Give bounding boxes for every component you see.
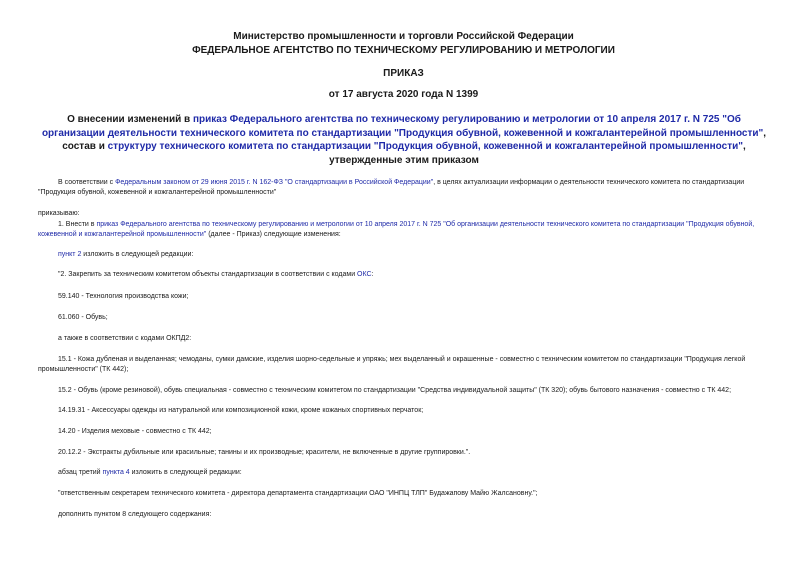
document-type: ПРИКАЗ	[383, 68, 424, 79]
paragraph-amend	[38, 220, 773, 240]
okpd2-intro: а также в соответствии с кодами ОКПД2:	[58, 335, 192, 342]
secretary-paragraph: "ответственным секретарем технического комитета - директора департамента стандартизации ОАО "ИНПЦ ТЛП" Будажапову Майю Жалсановну.";	[58, 490, 538, 497]
ministry-name: Министерство промышленности и торговли Российской Федерации	[233, 31, 574, 42]
item4-link[interactable]: пункта 4	[102, 469, 130, 476]
document-date-number: от 17 августа 2020 года N 1399	[328, 89, 479, 100]
document-title	[36, 113, 772, 167]
oks-link[interactable]: ОКС	[357, 271, 372, 278]
code-15-2: 15.2 - Обувь (кроме резиновой), обувь специальная - совместно с техническим комитетом по стандартизации "Средства индивидуальной защиты" (ТК 320); обувь бытового назначения - совместно с ТК 442;	[58, 387, 732, 394]
paragraph-amend-suffix: (далее - Приказ) следующие изменения:	[206, 231, 341, 238]
paragraph-assign-suffix: :	[371, 271, 374, 278]
paragraph-assign	[58, 270, 773, 280]
code-59-140: 59.140 - Технология производства кожи;	[58, 293, 189, 300]
order-725-link[interactable]: приказ Федерального агентства по техническому регулированию и метрологии от 10 апреля 2017 г. N 725 "Об организации деятельности технического комитета по стандартизации "Продукция обувной, кожевенной и кожгалантерейной промышленности"	[38, 221, 755, 238]
paragraph-item4-prefix: абзац третий	[58, 469, 103, 476]
paragraph-item4	[58, 468, 773, 478]
code-61-060: 61.060 - Обувь;	[58, 314, 108, 321]
paragraph-item2-suffix: изложить в следующей редакции:	[81, 251, 194, 258]
code-14-19-31: 14.19.31 - Аксессуары одежды из натуральной или композиционной кожи, кроме кожаных спортивных перчаток;	[58, 407, 424, 414]
item2-link[interactable]: пункт 2	[58, 251, 82, 258]
agency-name: ФЕДЕРАЛЬНОЕ АГЕНТСТВО ПО ТЕХНИЧЕСКОМУ РЕГУЛИРОВАНИЮ И МЕТРОЛОГИИ	[192, 45, 615, 56]
paragraph-basis	[38, 178, 773, 198]
title-middle: , состав и	[62, 127, 767, 152]
title-prefix: О внесении изменений в	[67, 114, 193, 125]
title-order-link[interactable]: приказ Федерального агентства по техническому регулированию и метрологии от 10 апреля 2017 г. N 725 "Об организации деятельности технического комитета по стандартизации "Продукция обувной, кожевенной и кожгалантерейной промышленности"	[41, 114, 764, 139]
paragraph-basis-suffix: , в целях актуализации информации о деятельности технического комитета по стандартизации "Продукция обувной, кожевенной и кожгалантерейной промышленности"	[38, 179, 745, 196]
code-14-20: 14.20 - Изделия меховые - совместно с ТК 442;	[58, 428, 212, 435]
code-15-1-text: 15.1 - Кожа дубленая и выделанная; чемоданы, сумки дамские, изделия шорно-седельные и упряжь; мех выделанный и окрашенные - совместно с техническим комитетом по стандартизации "Продукция легкой промышленности" (ТК 442);	[38, 356, 746, 373]
title-structure-link[interactable]: структуру технического комитета по стандартизации "Продукция обувной, кожевенной и кожгалантерейной промышленности"	[107, 141, 744, 152]
paragraph-order: приказываю:	[38, 210, 80, 217]
paragraph-item4-suffix: изложить в следующей редакции:	[129, 469, 242, 476]
code-20-12-2: 20.12.2 - Экстракты дубильные или красильные; танины и их производные; красители, не включенные в другие группировки.".	[58, 449, 471, 456]
paragraph-basis-prefix: В соответствии с	[58, 179, 116, 186]
paragraph-amend-prefix: 1. Внести в	[58, 221, 97, 228]
paragraph-assign-prefix: "2. Закрепить за техническим комитетом объекты стандартизации в соответствии с кодами	[58, 271, 358, 278]
title-suffix: , утвержденные этим приказом	[329, 141, 746, 166]
federal-law-link[interactable]: Федеральным законом от 29 июня 2015 г. N 162-ФЗ "О стандартизации в Российской Федерации"	[115, 179, 434, 186]
add-item8-paragraph: дополнить пунктом 8 следующего содержания:	[58, 511, 212, 518]
code-15-1	[38, 355, 773, 375]
paragraph-item2	[58, 250, 773, 260]
